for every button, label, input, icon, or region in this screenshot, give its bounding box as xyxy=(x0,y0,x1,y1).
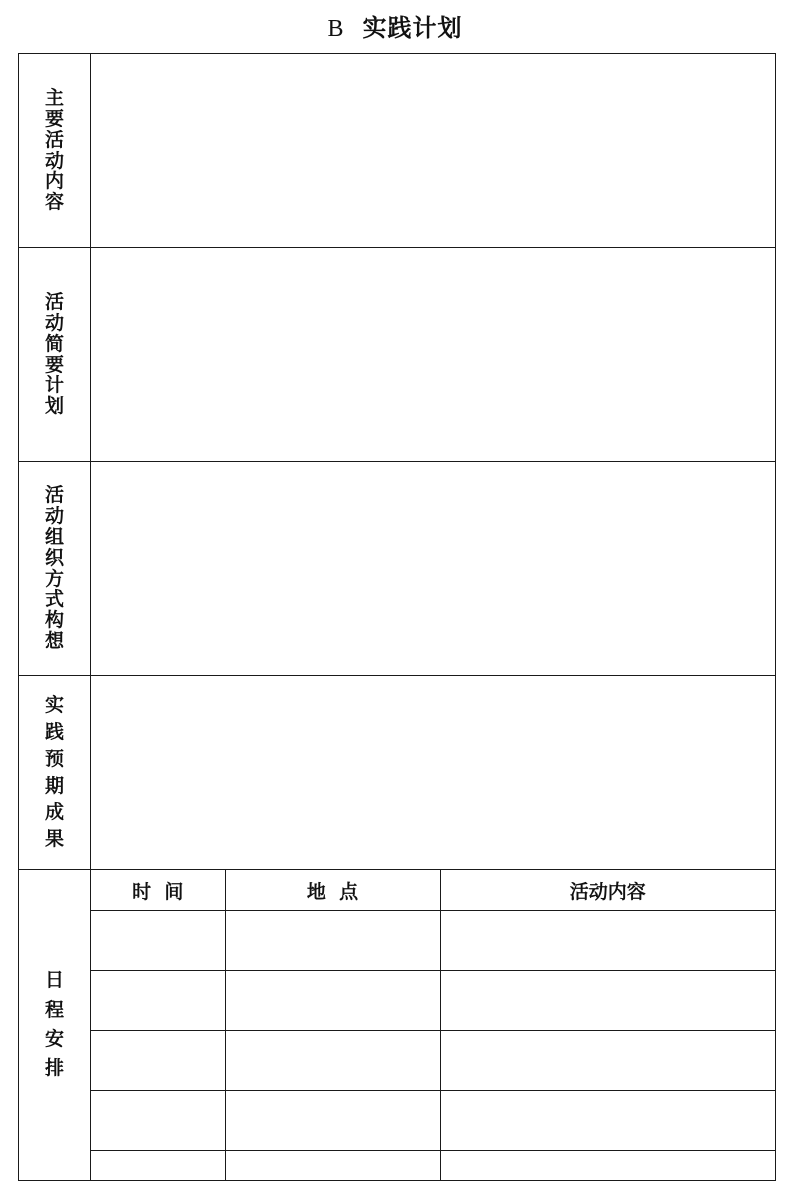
expected-results-field[interactable] xyxy=(91,676,776,870)
row-label xyxy=(19,676,91,870)
schedule-time-cell[interactable] xyxy=(91,1150,225,1180)
schedule-header-row xyxy=(91,870,775,911)
schedule-place-cell[interactable] xyxy=(225,1090,440,1150)
row-label-text: 活动简要计划 xyxy=(44,290,64,418)
form-row-main-activities xyxy=(19,54,776,248)
form-row-expected-results xyxy=(19,676,776,870)
table-row xyxy=(91,1150,775,1180)
table-row xyxy=(91,1090,775,1150)
column-header-place: 地 点 xyxy=(225,870,440,911)
schedule-activity-cell[interactable] xyxy=(440,970,775,1030)
practice-plan-form xyxy=(18,53,776,1181)
schedule-time-cell[interactable] xyxy=(91,1030,225,1090)
section-code: B xyxy=(327,16,345,42)
table-row xyxy=(91,911,775,971)
row-label xyxy=(19,54,91,248)
form-row-schedule xyxy=(19,870,776,1181)
table-row xyxy=(91,1030,775,1090)
schedule-place-cell[interactable] xyxy=(225,911,440,971)
row-label-text: 实践预期成果 xyxy=(44,693,64,851)
column-header-activity: 活动内容 xyxy=(440,870,775,911)
main-activities-field[interactable] xyxy=(91,54,776,248)
row-label xyxy=(19,870,91,1181)
page-title xyxy=(0,8,790,43)
brief-plan-field[interactable] xyxy=(91,248,776,462)
schedule-table xyxy=(91,870,775,1180)
row-label xyxy=(19,462,91,676)
organization-field[interactable] xyxy=(91,462,776,676)
schedule-cell xyxy=(91,870,776,1181)
row-label-text: 活动组织方式构想 xyxy=(44,483,64,653)
schedule-time-cell[interactable] xyxy=(91,911,225,971)
schedule-activity-cell[interactable] xyxy=(440,1150,775,1180)
row-label-text: 主要活动内容 xyxy=(44,86,64,214)
schedule-place-cell[interactable] xyxy=(225,1030,440,1090)
table-row xyxy=(91,970,775,1030)
form-row-brief-plan xyxy=(19,248,776,462)
schedule-activity-cell[interactable] xyxy=(440,1030,775,1090)
section-title: 实践计划 xyxy=(362,13,463,42)
schedule-activity-cell[interactable] xyxy=(440,1090,775,1150)
row-label-text: 日程安排 xyxy=(44,969,64,1080)
schedule-time-cell[interactable] xyxy=(91,1090,225,1150)
form-row-organization xyxy=(19,462,776,676)
column-header-time: 时 间 xyxy=(91,870,225,911)
row-label xyxy=(19,248,91,462)
schedule-time-cell[interactable] xyxy=(91,970,225,1030)
schedule-activity-cell[interactable] xyxy=(440,911,775,971)
schedule-place-cell[interactable] xyxy=(225,970,440,1030)
schedule-place-cell[interactable] xyxy=(225,1150,440,1180)
